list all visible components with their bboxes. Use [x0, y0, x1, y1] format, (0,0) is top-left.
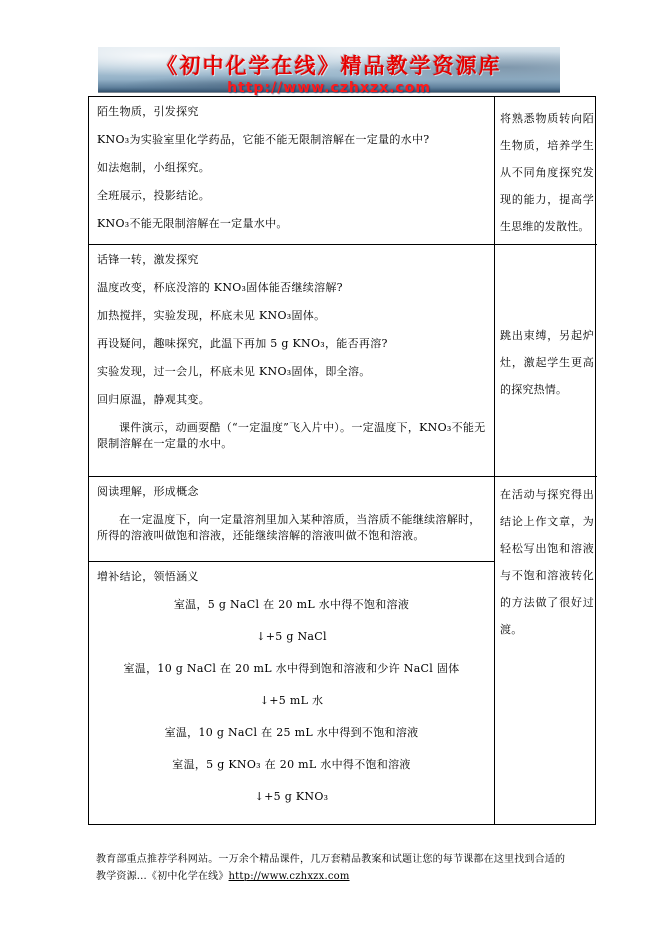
lesson-row-2-paragraph-4: 再设疑问，趣味探究，此温下再加 5 g KNO₃，能否再溶? [97, 337, 388, 350]
lesson-row-3-activity-cell [89, 477, 495, 562]
lesson-row-4-paragraph-7: 室温，5 g KNO₃ 在 20 mL 水中得不饱和溶液 [172, 758, 411, 771]
lesson-row-1-paragraph-4: 全班展示，投影结论。 [97, 189, 210, 202]
lesson-row-4-paragraph-5: ↓+5 mL 水 [259, 694, 324, 707]
footer [96, 851, 574, 885]
lesson-row-1-paragraph-2: KNO₃为实验室里化学药品，它能不能无限制溶解在一定量的水中? [97, 133, 430, 146]
lesson-row-2-paragraph-5: 实验发现，过一会儿，杯底未见 KNO₃固体，即全溶。 [97, 365, 371, 378]
lesson-row-1-paragraph-5: KNO₃不能无限制溶解在一定量水中。 [97, 217, 288, 230]
lesson-row-4-activity-cell [89, 562, 495, 824]
design-intent-note: 将熟悉物质转向陌生物质，培养学生从不同角度探究发现的能力，提高学生思维的发散性。 [500, 112, 594, 233]
lesson-row-2-note-cell [495, 245, 597, 477]
lesson-row-2-paragraph-6: 回归原温，静观其变。 [97, 393, 210, 406]
lesson-row-4-paragraph-8: ↓+5 g KNO₃ [254, 790, 329, 803]
lesson-row-4-paragraph-2: 室温，5 g NaCl 在 20 mL 水中得不饱和溶液 [173, 598, 410, 611]
lesson-row-3-paragraph-1: 阅读理解，形成概念 [97, 485, 199, 498]
footer-url-link[interactable]: http://www.czhxzx.com [228, 871, 350, 882]
lesson-row-4-paragraph-4: 室温，10 g NaCl 在 20 mL 水中得到饱和溶液和少许 NaCl 固体 [123, 662, 460, 675]
footer-promo-text: 教育部重点推荐学科网站。一万余个精品课件，几万套精品教案和试题让您的每节课都在这里找到合适的教学资源...《初中化学在线》 [96, 854, 566, 882]
lesson-row-3-paragraph-2: 在一定温度下，向一定量溶剂里加入某种溶质，当溶质不能继续溶解时，所得的溶液叫做饱和溶液，还能继续溶解的溶液叫做不饱和溶液。 [97, 513, 481, 542]
site-banner [98, 47, 560, 96]
lesson-row-1-paragraph-1: 陌生物质，引发探究 [97, 105, 199, 118]
lesson-row-1-note-cell [495, 97, 597, 245]
lesson-row-1-activity-cell [89, 97, 495, 245]
lesson-row-4-paragraph-1: 增补结论，领悟涵义 [97, 570, 199, 583]
design-intent-note: 在活动与探究得出结论上作文章，为轻松写出饱和溶液与不饱和溶液转化的方法做了很好过渡。 [500, 488, 594, 636]
lesson-row-2-paragraph-2: 温度改变，杯底没溶的 KNO₃固体能否继续溶解? [97, 281, 343, 294]
lesson-row-2-paragraph-7: 课件演示，动画耍酷（“一定温度”飞入片中）。一定温度下，KNO₃不能无限制溶解在一定量的水中。 [97, 421, 486, 450]
lesson-row-4-paragraph-3: ↓+5 g NaCl [256, 630, 327, 643]
design-intent-note: 跳出束缚，另起炉灶，激起学生更高的探究热情。 [500, 329, 594, 396]
lesson-row-1-paragraph-3: 如法炮制，小组探究。 [97, 161, 210, 174]
lesson-row-2-paragraph-3: 加热搅拌，实验发现，杯底未见 KNO₃固体。 [97, 309, 326, 322]
lesson-row-2-paragraph-1: 话锋一转，激发探究 [97, 253, 199, 266]
lesson-row-3-note-cell [495, 477, 597, 824]
banner-url-link[interactable]: http://www.czhxzx.com [227, 80, 431, 96]
lesson-row-2-activity-cell [89, 245, 495, 477]
banner-title: 《初中化学在线》精品教学资源库 [156, 54, 502, 78]
lesson-table [88, 96, 596, 825]
lesson-row-4-paragraph-6: 室温，10 g NaCl 在 25 mL 水中得到不饱和溶液 [164, 726, 419, 739]
